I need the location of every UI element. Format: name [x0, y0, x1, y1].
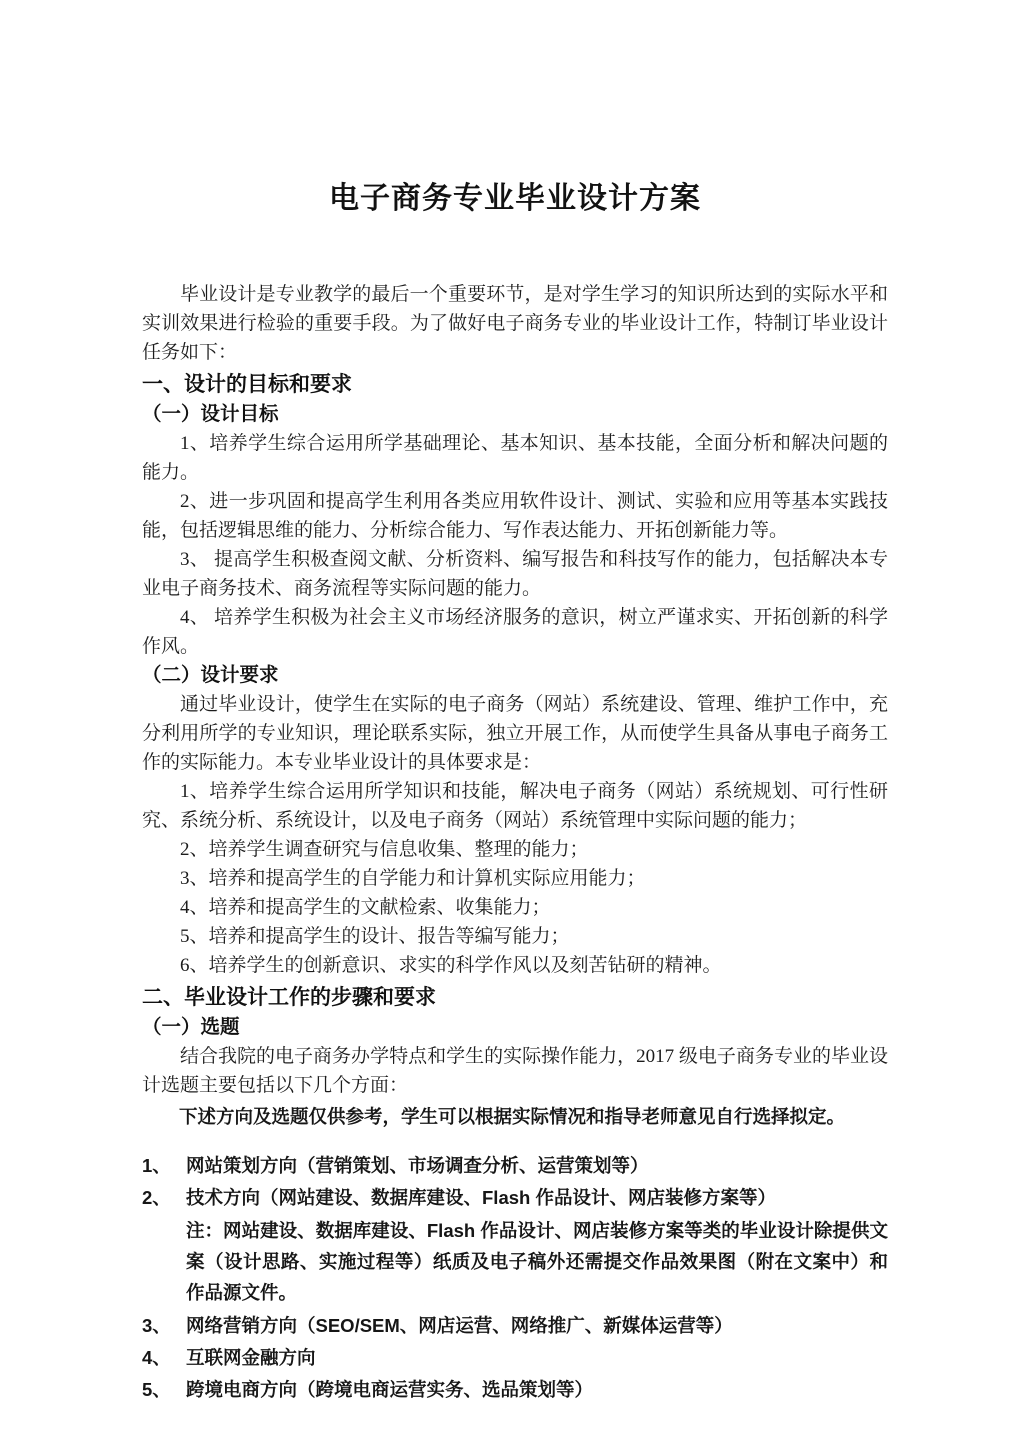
design-requirement-item-3: 3、培养和提高学生的自学能力和计算机实际应用能力；	[180, 868, 646, 889]
section-1-2-heading: （二）设计要求	[142, 665, 279, 686]
design-requirement-item-1: 1、培养学生综合运用所学知识和技能，解决电子商务（网站）系统规划、可行性研究、系统分析、系统设计，以及电子商务（网站）系统管理中实际问题的能力；	[142, 781, 888, 831]
direction-item-1	[142, 1151, 888, 1180]
direction-item-4	[142, 1343, 888, 1372]
intro-paragraph: 毕业设计是专业教学的最后一个重要环节，是对学生学习的知识所达到的实际水平和实训效果进行检验的重要手段。为了做好电子商务专业的毕业设计工作，特制订毕业设计任务如下：	[142, 284, 888, 363]
design-requirement-item-4: 4、培养和提高学生的文献检索、收集能力；	[180, 897, 551, 918]
direction-number: 4、	[142, 1346, 171, 1368]
section-2-1-heading: （一）选题	[142, 1017, 240, 1038]
design-goal-item-1: 1、培养学生综合运用所学基础理论、基本知识、基本技能，全面分析和解决问题的能力。	[142, 433, 888, 483]
topic-selection-advice: 下述方向及选题仅供参考，学生可以根据实际情况和指导老师意见自行选择拟定。	[179, 1106, 846, 1127]
section-1-1-heading: （一）设计目标	[142, 404, 279, 425]
page-title: 电子商务专业毕业设计方案	[329, 182, 701, 215]
design-requirement-item-5: 5、培养和提高学生的设计、报告等编写能力；	[180, 926, 570, 947]
section-2-heading: 二、毕业设计工作的步骤和要求	[142, 985, 436, 1009]
direction-number: 5、	[142, 1378, 171, 1400]
direction-label: 网络营销方向（SEO/SEM、网店运营、网络推广、新媒体运营等）	[186, 1314, 733, 1336]
direction-label: 跨境电商方向（跨境电商运营实务、选品策划等）	[186, 1378, 594, 1400]
design-goal-item-3: 3、 提高学生积极查阅文献、分析资料、编写报告和科技写作的能力，包括解决本专业电子商务技术、商务流程等实际问题的能力。	[142, 549, 888, 599]
direction-note: 注：网站建设、数据库建设、Flash 作品设计、网店装修方案等类的毕业设计除提供文案（设计思路、实施过程等）纸质及电子稿外还需提交作品效果图（附在文案中）和作品源文件。	[186, 1219, 888, 1303]
design-requirement-item-6: 6、培养学生的创新意识、求实的科学作风以及刻苦钻研的精神。	[180, 955, 722, 976]
design-goal-item-2: 2、进一步巩固和提高学生利用各类应用软件设计、测试、实验和应用等基本实践技能，包括逻辑思维的能力、分析综合能力、写作表达能力、开拓创新能力等。	[142, 491, 888, 541]
section-1-heading: 一、设计的目标和要求	[142, 372, 352, 396]
direction-number: 3、	[142, 1314, 171, 1336]
direction-label: 技术方向（网站建设、数据库建设、Flash 作品设计、网店装修方案等）	[186, 1186, 776, 1208]
design-requirement-intro: 通过毕业设计，使学生在实际的电子商务（网站）系统建设、管理、维护工作中，充分利用所学的专业知识，理论联系实际，独立开展工作，从而使学生具备从事电子商务工作的实际能力。本专业毕业设计的具体要求是：	[142, 694, 888, 773]
design-goal-item-4: 4、 培养学生积极为社会主义市场经济服务的意识，树立严谨求实、开拓创新的科学作风。	[142, 607, 888, 657]
direction-number: 2、	[142, 1186, 171, 1208]
document-content	[0, 178, 1024, 1404]
direction-item-5	[142, 1375, 888, 1404]
design-requirement-item-2: 2、培养学生调查研究与信息收集、整理的能力；	[180, 839, 589, 860]
direction-number: 1、	[142, 1154, 171, 1176]
direction-item-3	[142, 1311, 888, 1340]
direction-label: 网站策划方向（营销策划、市场调查分析、运营策划等）	[186, 1154, 649, 1176]
direction-item-2	[142, 1183, 888, 1212]
topic-selection-intro: 结合我院的电子商务办学特点和学生的实际操作能力，2017 级电子商务专业的毕业设计选题主要包括以下几个方面：	[142, 1046, 888, 1096]
direction-label: 互联网金融方向	[186, 1346, 316, 1368]
